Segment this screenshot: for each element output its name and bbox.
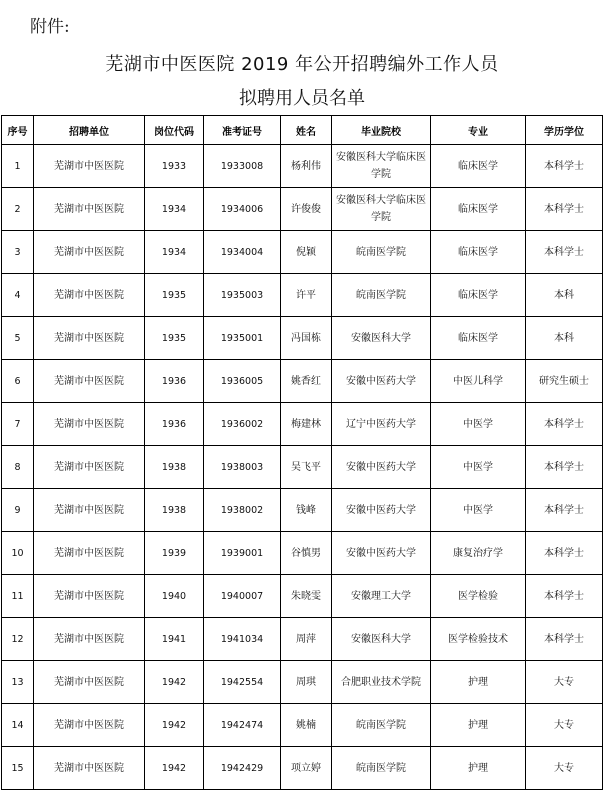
cell-index: 10 bbox=[2, 532, 34, 575]
cell-degree: 大专 bbox=[526, 747, 603, 790]
hire-list-table bbox=[1, 115, 603, 790]
table-row bbox=[2, 145, 603, 188]
cell-exam-id: 1938003 bbox=[204, 446, 281, 489]
table-row bbox=[2, 704, 603, 747]
header-major: 专业 bbox=[431, 116, 526, 145]
cell-major: 医学检验技术 bbox=[431, 618, 526, 661]
cell-unit: 芜湖市中医医院 bbox=[34, 704, 145, 747]
table-row bbox=[2, 532, 603, 575]
cell-major: 临床医学 bbox=[431, 145, 526, 188]
cell-degree: 本科学士 bbox=[526, 446, 603, 489]
cell-name: 梅建林 bbox=[281, 403, 332, 446]
cell-exam-id: 1934006 bbox=[204, 188, 281, 231]
cell-school: 安徽医科大学 bbox=[332, 618, 431, 661]
cell-school: 安徽医科大学临床医学院 bbox=[332, 188, 431, 231]
cell-unit: 芜湖市中医医院 bbox=[34, 403, 145, 446]
cell-degree: 本科学士 bbox=[526, 618, 603, 661]
cell-major: 医学检验 bbox=[431, 575, 526, 618]
cell-school: 合肥职业技术学院 bbox=[332, 661, 431, 704]
cell-post-code: 1942 bbox=[145, 661, 204, 704]
cell-name: 姚香红 bbox=[281, 360, 332, 403]
cell-name: 朱晓雯 bbox=[281, 575, 332, 618]
cell-index: 1 bbox=[2, 145, 34, 188]
cell-post-code: 1936 bbox=[145, 403, 204, 446]
cell-degree: 本科学士 bbox=[526, 145, 603, 188]
cell-school: 安徽医科大学临床医学院 bbox=[332, 145, 431, 188]
cell-school: 皖南医学院 bbox=[332, 704, 431, 747]
cell-major: 康复治疗学 bbox=[431, 532, 526, 575]
cell-name: 谷慎男 bbox=[281, 532, 332, 575]
cell-index: 9 bbox=[2, 489, 34, 532]
cell-unit: 芜湖市中医医院 bbox=[34, 317, 145, 360]
cell-exam-id: 1936005 bbox=[204, 360, 281, 403]
cell-index: 3 bbox=[2, 231, 34, 274]
cell-name: 冯国栋 bbox=[281, 317, 332, 360]
cell-name: 倪颖 bbox=[281, 231, 332, 274]
attachment-label: 附件: bbox=[30, 17, 70, 37]
header-degree: 学历学位 bbox=[526, 116, 603, 145]
cell-exam-id: 1939001 bbox=[204, 532, 281, 575]
cell-school: 皖南医学院 bbox=[332, 231, 431, 274]
cell-exam-id: 1935003 bbox=[204, 274, 281, 317]
cell-school: 安徽理工大学 bbox=[332, 575, 431, 618]
cell-index: 15 bbox=[2, 747, 34, 790]
cell-major: 护理 bbox=[431, 747, 526, 790]
cell-name: 项立婷 bbox=[281, 747, 332, 790]
cell-degree: 本科学士 bbox=[526, 188, 603, 231]
table-row bbox=[2, 403, 603, 446]
cell-index: 2 bbox=[2, 188, 34, 231]
cell-exam-id: 1938002 bbox=[204, 489, 281, 532]
cell-post-code: 1942 bbox=[145, 747, 204, 790]
cell-post-code: 1934 bbox=[145, 231, 204, 274]
cell-post-code: 1936 bbox=[145, 360, 204, 403]
table-body bbox=[2, 145, 603, 790]
cell-exam-id: 1940007 bbox=[204, 575, 281, 618]
cell-major: 临床医学 bbox=[431, 188, 526, 231]
cell-school: 安徽中医药大学 bbox=[332, 489, 431, 532]
table-row bbox=[2, 231, 603, 274]
cell-unit: 芜湖市中医医院 bbox=[34, 231, 145, 274]
cell-degree: 本科 bbox=[526, 274, 603, 317]
cell-exam-id: 1934004 bbox=[204, 231, 281, 274]
cell-major: 中医学 bbox=[431, 403, 526, 446]
cell-unit: 芜湖市中医医院 bbox=[34, 661, 145, 704]
cell-major: 临床医学 bbox=[431, 274, 526, 317]
cell-degree: 研究生硕士 bbox=[526, 360, 603, 403]
header-exam-id: 准考证号 bbox=[204, 116, 281, 145]
cell-exam-id: 1933008 bbox=[204, 145, 281, 188]
table-row bbox=[2, 188, 603, 231]
cell-degree: 大专 bbox=[526, 661, 603, 704]
cell-post-code: 1933 bbox=[145, 145, 204, 188]
table-row bbox=[2, 317, 603, 360]
cell-degree: 本科 bbox=[526, 317, 603, 360]
cell-index: 8 bbox=[2, 446, 34, 489]
cell-index: 6 bbox=[2, 360, 34, 403]
table-row bbox=[2, 446, 603, 489]
header-school: 毕业院校 bbox=[332, 116, 431, 145]
header-index: 序号 bbox=[2, 116, 34, 145]
cell-name: 杨利伟 bbox=[281, 145, 332, 188]
cell-major: 中医学 bbox=[431, 446, 526, 489]
cell-index: 7 bbox=[2, 403, 34, 446]
cell-name: 周琪 bbox=[281, 661, 332, 704]
cell-major: 临床医学 bbox=[431, 317, 526, 360]
cell-degree: 本科学士 bbox=[526, 532, 603, 575]
cell-unit: 芜湖市中医医院 bbox=[34, 145, 145, 188]
cell-major: 中医儿科学 bbox=[431, 360, 526, 403]
cell-unit: 芜湖市中医医院 bbox=[34, 188, 145, 231]
cell-unit: 芜湖市中医医院 bbox=[34, 747, 145, 790]
table-row bbox=[2, 618, 603, 661]
cell-degree: 本科学士 bbox=[526, 231, 603, 274]
cell-name: 周萍 bbox=[281, 618, 332, 661]
cell-major: 中医学 bbox=[431, 489, 526, 532]
cell-post-code: 1934 bbox=[145, 188, 204, 231]
table-row bbox=[2, 575, 603, 618]
cell-unit: 芜湖市中医医院 bbox=[34, 489, 145, 532]
cell-unit: 芜湖市中医医院 bbox=[34, 360, 145, 403]
cell-index: 4 bbox=[2, 274, 34, 317]
table-row bbox=[2, 661, 603, 704]
table-row bbox=[2, 274, 603, 317]
cell-post-code: 1942 bbox=[145, 704, 204, 747]
document-title: 芜湖市中医医院 2019 年公开招聘编外工作人员 bbox=[105, 54, 499, 75]
table-row bbox=[2, 489, 603, 532]
cell-school: 安徽医科大学 bbox=[332, 317, 431, 360]
cell-name: 姚楠 bbox=[281, 704, 332, 747]
cell-unit: 芜湖市中医医院 bbox=[34, 532, 145, 575]
cell-school: 安徽中医药大学 bbox=[332, 360, 431, 403]
cell-name: 吴飞平 bbox=[281, 446, 332, 489]
cell-unit: 芜湖市中医医院 bbox=[34, 575, 145, 618]
cell-exam-id: 1935001 bbox=[204, 317, 281, 360]
cell-index: 12 bbox=[2, 618, 34, 661]
cell-post-code: 1941 bbox=[145, 618, 204, 661]
cell-index: 5 bbox=[2, 317, 34, 360]
cell-exam-id: 1942429 bbox=[204, 747, 281, 790]
cell-exam-id: 1942554 bbox=[204, 661, 281, 704]
cell-name: 许俊俊 bbox=[281, 188, 332, 231]
table-header-row bbox=[2, 116, 603, 145]
document-subtitle: 拟聘用人员名单 bbox=[239, 88, 365, 109]
cell-unit: 芜湖市中医医院 bbox=[34, 446, 145, 489]
cell-exam-id: 1936002 bbox=[204, 403, 281, 446]
cell-degree: 本科学士 bbox=[526, 575, 603, 618]
cell-degree: 本科学士 bbox=[526, 489, 603, 532]
cell-name: 许平 bbox=[281, 274, 332, 317]
cell-school: 安徽中医药大学 bbox=[332, 532, 431, 575]
header-unit: 招聘单位 bbox=[34, 116, 145, 145]
table-row bbox=[2, 360, 603, 403]
cell-post-code: 1938 bbox=[145, 446, 204, 489]
cell-post-code: 1935 bbox=[145, 317, 204, 360]
cell-school: 皖南医学院 bbox=[332, 747, 431, 790]
cell-post-code: 1940 bbox=[145, 575, 204, 618]
table-row bbox=[2, 747, 603, 790]
cell-major: 护理 bbox=[431, 704, 526, 747]
cell-degree: 大专 bbox=[526, 704, 603, 747]
cell-degree: 本科学士 bbox=[526, 403, 603, 446]
cell-index: 13 bbox=[2, 661, 34, 704]
cell-post-code: 1939 bbox=[145, 532, 204, 575]
cell-major: 护理 bbox=[431, 661, 526, 704]
cell-name: 钱峰 bbox=[281, 489, 332, 532]
cell-school: 安徽中医药大学 bbox=[332, 446, 431, 489]
cell-school: 辽宁中医药大学 bbox=[332, 403, 431, 446]
cell-post-code: 1935 bbox=[145, 274, 204, 317]
cell-unit: 芜湖市中医医院 bbox=[34, 274, 145, 317]
cell-index: 14 bbox=[2, 704, 34, 747]
cell-post-code: 1938 bbox=[145, 489, 204, 532]
cell-exam-id: 1942474 bbox=[204, 704, 281, 747]
cell-major: 临床医学 bbox=[431, 231, 526, 274]
cell-school: 皖南医学院 bbox=[332, 274, 431, 317]
header-name: 姓名 bbox=[281, 116, 332, 145]
cell-index: 11 bbox=[2, 575, 34, 618]
cell-unit: 芜湖市中医医院 bbox=[34, 618, 145, 661]
header-post-code: 岗位代码 bbox=[145, 116, 204, 145]
cell-exam-id: 1941034 bbox=[204, 618, 281, 661]
